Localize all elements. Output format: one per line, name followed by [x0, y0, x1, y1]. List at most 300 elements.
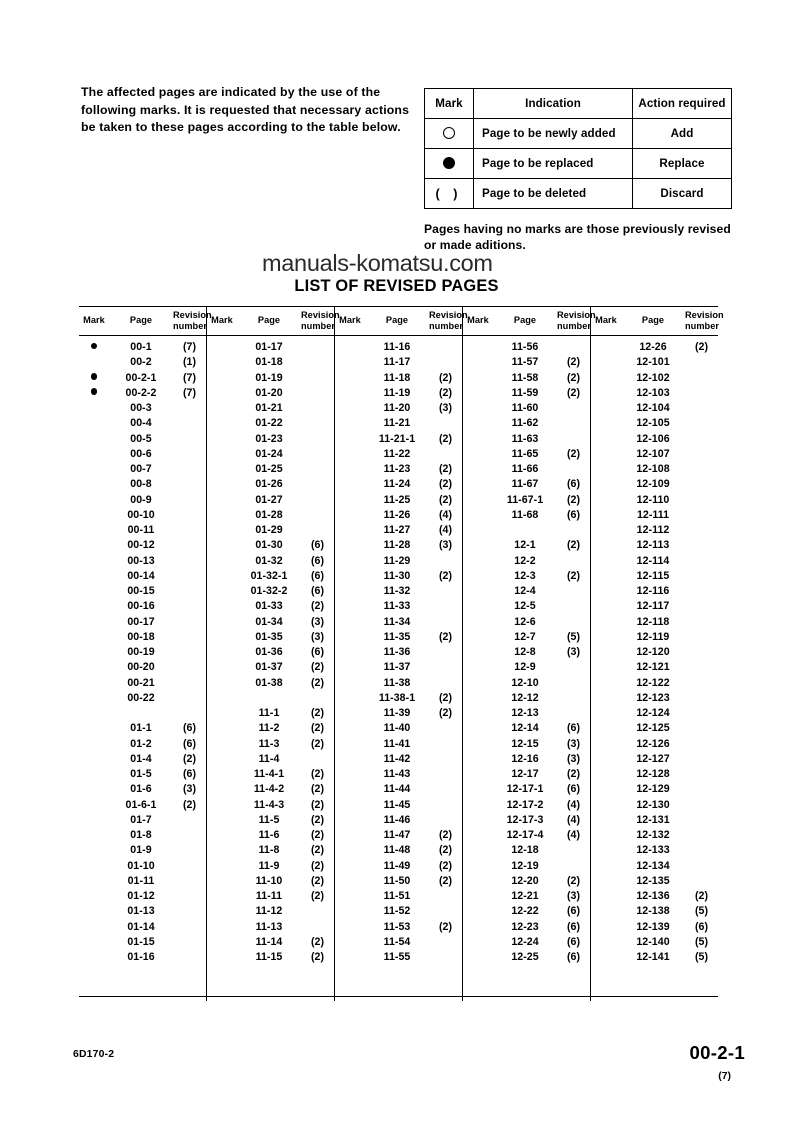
- cell-page-number: 11-51: [383, 890, 411, 902]
- cell-mark: [591, 904, 622, 919]
- cell-mark: [79, 660, 109, 675]
- cell-page-number: [365, 965, 429, 980]
- cell-page-number: 12-138: [636, 905, 670, 918]
- cell-mark: [463, 889, 494, 904]
- cell-revision-number: (2): [438, 874, 453, 887]
- cell-page-number: 11-8: [258, 844, 280, 857]
- cell-revision-number: (2): [566, 371, 581, 384]
- cell-page-number: 11-5: [258, 813, 280, 826]
- cell-revision-number: (2): [566, 874, 581, 887]
- cell-revision-number: (2): [310, 707, 325, 719]
- cell-revision-number: (2): [310, 859, 325, 872]
- cell-page-number: 12-13: [511, 707, 539, 719]
- cell-revision-number: [557, 462, 591, 477]
- cell-mark: [463, 371, 494, 386]
- cell-page-number: 11-4-1: [253, 768, 285, 780]
- cell-mark: [207, 950, 238, 965]
- cell-page-number: 12-131: [636, 813, 670, 826]
- cell-page-number: 11-59: [511, 386, 539, 399]
- cell-page-number: 12-117: [636, 600, 670, 613]
- cell-page-number: 01-24: [255, 447, 283, 460]
- cell-page-number: 12-9: [514, 661, 536, 674]
- cell-revision-number: [685, 447, 718, 462]
- cell-revision-number: (2): [438, 707, 453, 719]
- cell-mark: [463, 569, 494, 584]
- cell-page-number: 11-57: [511, 356, 539, 369]
- cell-mark: [79, 904, 109, 919]
- cell-page-number: 11-66: [511, 463, 539, 475]
- cell-revision-number: [685, 874, 718, 889]
- cell-mark: [591, 538, 622, 553]
- cell-mark: [463, 767, 494, 782]
- cell-mark: [207, 554, 238, 569]
- cell-revision-number: [557, 981, 591, 997]
- cell-revision-number: [429, 767, 463, 782]
- cell-revision-number: (2): [310, 768, 325, 780]
- table-row: [79, 950, 718, 965]
- table-row: [79, 691, 718, 706]
- cell-mark: [335, 416, 366, 431]
- cell-mark: [463, 691, 494, 706]
- cell-page-number: [493, 981, 557, 997]
- lrp-body: [79, 336, 718, 1001]
- cell-mark: [335, 676, 366, 691]
- cell-page-number: 01-15: [127, 935, 155, 948]
- cell-page-number: [109, 981, 173, 997]
- cell-revision-number: [557, 843, 591, 858]
- cell-revision-number: [301, 904, 335, 919]
- table-row: [79, 920, 718, 935]
- cell-revision-number: [557, 584, 591, 599]
- cell-mark: [335, 432, 366, 447]
- cell-page-number: [237, 981, 301, 997]
- cell-mark: [335, 462, 366, 477]
- cell-mark: [463, 355, 494, 370]
- cell-revision-number: [685, 813, 718, 828]
- cell-mark: [79, 493, 109, 508]
- rule-cell: [557, 996, 591, 1001]
- table-row: [79, 660, 718, 675]
- cell-page-number: 01-18: [255, 356, 283, 369]
- cell-revision-number: (2): [566, 493, 581, 506]
- list-of-revised-pages-table: [79, 306, 724, 1001]
- rule-cell: [591, 996, 622, 1001]
- cell-page-number: 11-42: [383, 752, 411, 765]
- cell-revision-number: [173, 599, 207, 614]
- lrp-header-revision-line2: number: [557, 320, 591, 331]
- cell-page-number: [237, 965, 301, 980]
- cell-page-number: 00-13: [127, 554, 155, 567]
- cell-page-number: 12-17-4: [506, 829, 544, 841]
- cell-page-number: 12-114: [636, 554, 670, 567]
- lrp-header-revision-line1: Revision: [301, 310, 340, 320]
- lrp-header-row: [79, 307, 718, 336]
- cell-revision-number: [685, 386, 718, 401]
- cell-mark: [463, 874, 494, 889]
- cell-page-number: [365, 981, 429, 997]
- cell-revision-number: [173, 889, 207, 904]
- cell-page-number: [109, 706, 173, 721]
- cell-revision-number: (2): [310, 661, 325, 674]
- cell-revision-number: [557, 615, 591, 630]
- cell-revision-number: [557, 432, 591, 447]
- table-row: [79, 981, 718, 997]
- cell-page-number: 12-18: [511, 844, 539, 857]
- cell-mark: [335, 523, 366, 538]
- cell-page-number: 12-4: [514, 585, 536, 597]
- cell-mark: [463, 477, 494, 492]
- cell-revision-number: (2): [310, 600, 325, 613]
- cell-page-number: 11-52: [383, 905, 411, 918]
- cell-mark: [79, 645, 109, 660]
- cell-mark: [207, 386, 238, 401]
- cell-page-number: 11-37: [383, 661, 411, 674]
- cell-mark: [463, 523, 494, 538]
- cell-mark: [335, 630, 366, 645]
- cell-page-number: 00-12: [127, 539, 155, 552]
- cell-page-number: 12-135: [636, 874, 670, 887]
- filled-circle-icon: [91, 388, 98, 395]
- cell-revision-number: [429, 416, 463, 431]
- cell-mark: [207, 523, 238, 538]
- cell-mark: [335, 859, 366, 874]
- cell-page-number: 12-140: [636, 935, 670, 948]
- cell-mark: [207, 737, 238, 752]
- cell-mark: [207, 538, 238, 553]
- cell-revision-number: [429, 615, 463, 630]
- rule-cell: [173, 996, 207, 1001]
- cell-page-number: 12-7: [514, 630, 536, 643]
- cell-page-number: 01-17: [255, 341, 283, 353]
- cell-mark: [463, 401, 494, 416]
- cell-page-number: 12-128: [636, 768, 670, 780]
- cell-mark: [335, 950, 366, 965]
- cell-revision-number: [557, 676, 591, 691]
- cell-mark: [335, 813, 366, 828]
- cell-mark: [79, 706, 109, 721]
- lrp-header-revision-line2: number: [429, 320, 463, 331]
- legend-header-indication: Indication: [474, 89, 633, 119]
- cell-page-number: 11-41: [383, 737, 411, 750]
- cell-mark: [463, 981, 494, 997]
- cell-page-number: 12-111: [636, 508, 670, 521]
- site-watermark: manuals-komatsu.com: [262, 250, 493, 276]
- cell-revision-number: (2): [694, 890, 709, 902]
- cell-revision-number: [685, 859, 718, 874]
- cell-mark: [335, 798, 366, 813]
- cell-page-number: 12-115: [636, 569, 670, 582]
- cell-revision-number: [685, 508, 718, 523]
- cell-mark: [463, 645, 494, 660]
- cell-page-number: 12-102: [636, 371, 670, 384]
- cell-mark: [207, 706, 238, 721]
- cell-page-number: 12-10: [511, 676, 539, 689]
- cell-page-number: 01-7: [130, 813, 152, 826]
- cell-revision-number: [173, 615, 207, 630]
- table-row: [79, 462, 718, 477]
- table-row: [79, 336, 718, 356]
- cell-revision-number: [429, 798, 463, 813]
- cell-page-number: 00-14: [127, 569, 155, 582]
- cell-page-number: 11-50: [383, 874, 411, 887]
- cell-revision-number: (7): [182, 371, 197, 384]
- cell-revision-number: [685, 981, 718, 997]
- cell-page-number: 01-10: [127, 859, 155, 872]
- cell-revision-number: [173, 432, 207, 447]
- legend-header-row: [425, 89, 732, 119]
- cell-page-number: 12-139: [636, 920, 670, 933]
- cell-revision-number: [173, 401, 207, 416]
- cell-revision-number: [173, 706, 207, 721]
- legend-mark-cell: [425, 119, 474, 149]
- cell-mark: [463, 462, 494, 477]
- cell-mark: [207, 981, 238, 997]
- cell-page-number: 00-20: [127, 661, 155, 674]
- lrp-header-revision-line1: Revision: [685, 310, 724, 320]
- cell-mark: [335, 981, 366, 997]
- cell-mark: [207, 355, 238, 370]
- cell-page-number: 01-22: [255, 417, 283, 430]
- cell-mark: [79, 336, 109, 356]
- cell-revision-number: (3): [310, 615, 325, 628]
- cell-mark: [207, 493, 238, 508]
- cell-page-number: 12-17-3: [506, 813, 544, 826]
- cell-revision-number: [685, 599, 718, 614]
- cell-revision-number: [301, 752, 335, 767]
- cell-page-number: 11-19: [383, 386, 411, 399]
- cell-revision-number: (3): [438, 402, 453, 414]
- legend-header-mark: Mark: [425, 89, 474, 119]
- cell-revision-number: (6): [566, 920, 581, 933]
- cell-mark: [335, 645, 366, 660]
- cell-revision-number: [557, 401, 591, 416]
- cell-revision-number: (6): [566, 508, 581, 521]
- cell-mark: [335, 920, 366, 935]
- cell-revision-number: (6): [182, 768, 197, 780]
- cell-page-number: 11-43: [383, 768, 411, 780]
- cell-mark: [463, 828, 494, 843]
- lrp-header-revision: [301, 307, 340, 336]
- cell-page-number: 12-141: [636, 951, 670, 963]
- cell-mark: [207, 508, 238, 523]
- cell-mark: [335, 584, 366, 599]
- cell-mark: [591, 706, 622, 721]
- lrp-header-mark: Mark: [79, 307, 109, 336]
- open-circle-icon: [443, 127, 455, 139]
- cell-page-number: 12-8: [514, 646, 536, 658]
- cell-page-number: 12-113: [636, 539, 670, 552]
- cell-page-number: 12-136: [636, 890, 670, 902]
- cell-mark: [335, 386, 366, 401]
- cell-mark: [79, 477, 109, 492]
- cell-revision-number: [173, 920, 207, 935]
- cell-mark: [207, 904, 238, 919]
- cell-page-number: 11-36: [383, 646, 411, 658]
- cell-mark: [207, 645, 238, 660]
- lrp-header-revision: [685, 307, 724, 336]
- cell-mark: [207, 813, 238, 828]
- cell-page-number: 00-11: [127, 524, 155, 536]
- intro-paragraph: The affected pages are indicated by the use of the following marks. It is requested that necessary actions be taken to these pages according to the table below.: [81, 85, 410, 135]
- cell-mark: [591, 386, 622, 401]
- cell-mark: [591, 843, 622, 858]
- cell-revision-number: [685, 554, 718, 569]
- cell-page-number: 01-32-2: [250, 585, 288, 597]
- cell-revision-number: (5): [566, 630, 581, 643]
- cell-mark: [79, 782, 109, 797]
- cell-revision-number: [429, 981, 463, 997]
- table-row: [79, 538, 718, 553]
- cell-mark: [207, 920, 238, 935]
- lrp-header-page: Page: [109, 307, 173, 336]
- cell-mark: [591, 782, 622, 797]
- cell-revision-number: [685, 721, 718, 736]
- cell-page-number: 12-101: [636, 356, 670, 369]
- cell-revision-number: (2): [438, 386, 453, 399]
- cell-page-number: 11-21: [383, 417, 411, 430]
- cell-mark: [335, 706, 366, 721]
- cell-mark: [463, 538, 494, 553]
- cell-revision-number: [173, 416, 207, 431]
- cell-mark: [463, 950, 494, 965]
- cell-page-number: 12-17: [511, 768, 539, 780]
- cell-mark: [207, 691, 238, 706]
- cell-revision-number: (5): [694, 905, 709, 918]
- cell-page-number: 11-13: [255, 920, 283, 933]
- cell-mark: [463, 447, 494, 462]
- cell-mark: [207, 462, 238, 477]
- cell-page-number: 01-6: [130, 783, 152, 796]
- table-row: [79, 645, 718, 660]
- cell-revision-number: (5): [694, 951, 709, 963]
- table-row: [79, 828, 718, 843]
- cell-revision-number: [429, 889, 463, 904]
- cell-page-number: 01-20: [255, 386, 283, 399]
- cell-page-number: 00-2-2: [125, 386, 157, 399]
- cell-page-number: 12-25: [511, 951, 539, 963]
- cell-revision-number: [173, 508, 207, 523]
- rule-cell: [335, 996, 366, 1001]
- cell-mark: [335, 554, 366, 569]
- cell-page-number: 01-25: [255, 463, 283, 475]
- cell-revision-number: (4): [438, 524, 453, 536]
- cell-mark: [79, 798, 109, 813]
- table-row: [79, 554, 718, 569]
- cell-page-number: 11-45: [383, 798, 411, 811]
- cell-mark: [79, 599, 109, 614]
- cell-page-number: 12-107: [636, 447, 670, 460]
- cell-page-number: 12-122: [636, 676, 670, 689]
- cell-page-number: 00-21: [127, 676, 155, 689]
- cell-revision-number: [429, 660, 463, 675]
- cell-page-number: 12-23: [511, 920, 539, 933]
- cell-mark: [207, 767, 238, 782]
- cell-page-number: 12-17-2: [506, 798, 544, 811]
- table-row: [79, 386, 718, 401]
- cell-mark: [463, 721, 494, 736]
- cell-mark: [79, 401, 109, 416]
- cell-page-number: 11-23: [383, 463, 411, 475]
- cell-revision-number: (2): [438, 844, 453, 857]
- cell-mark: [591, 798, 622, 813]
- cell-page-number: 01-36: [255, 646, 283, 658]
- lrp-header-mark: Mark: [335, 307, 366, 336]
- cell-mark: [463, 813, 494, 828]
- cell-page-number: 12-118: [636, 615, 670, 628]
- lrp-header-page: Page: [365, 307, 429, 336]
- cell-revision-number: (3): [310, 630, 325, 643]
- cell-page-number: 11-68: [511, 508, 539, 521]
- cell-revision-number: [301, 493, 335, 508]
- cell-revision-number: [173, 569, 207, 584]
- rule-cell: [685, 996, 718, 1001]
- cell-page-number: 00-7: [130, 463, 152, 475]
- cell-revision-number: (2): [310, 813, 325, 826]
- cell-mark: [79, 935, 109, 950]
- cell-page-number: 11-4: [258, 752, 280, 765]
- table-row: [79, 874, 718, 889]
- cell-page-number: 12-1: [514, 539, 536, 552]
- cell-mark: [463, 630, 494, 645]
- cell-mark: [591, 920, 622, 935]
- cell-mark: [79, 447, 109, 462]
- cell-mark: [207, 874, 238, 889]
- cell-page-number: 11-14: [255, 935, 283, 948]
- cell-mark: [207, 843, 238, 858]
- cell-mark: [79, 569, 109, 584]
- cell-mark: [591, 981, 622, 997]
- cell-mark: [463, 782, 494, 797]
- cell-revision-number: [173, 523, 207, 538]
- footer-model-code: 6D170-2: [73, 1049, 115, 1060]
- cell-mark: [463, 336, 494, 356]
- table-row: [79, 630, 718, 645]
- cell-mark: [463, 859, 494, 874]
- cell-revision-number: (3): [566, 646, 581, 658]
- cell-revision-number: [685, 615, 718, 630]
- cell-revision-number: [685, 767, 718, 782]
- cell-mark: [79, 920, 109, 935]
- cell-mark: [591, 599, 622, 614]
- cell-page-number: 12-12: [511, 691, 539, 704]
- cell-revision-number: [685, 843, 718, 858]
- cell-revision-number: [301, 447, 335, 462]
- cell-mark: [591, 416, 622, 431]
- table-row: [79, 843, 718, 858]
- cell-page-number: 11-25: [383, 493, 411, 506]
- cell-mark: [335, 752, 366, 767]
- cell-mark: [79, 889, 109, 904]
- cell-mark: [79, 630, 109, 645]
- cell-revision-number: [301, 386, 335, 401]
- cell-page-number: 12-19: [511, 859, 539, 872]
- table-row: [79, 737, 718, 752]
- cell-revision-number: [429, 355, 463, 370]
- cell-mark: [591, 371, 622, 386]
- cell-revision-number: [173, 477, 207, 492]
- cell-revision-number: [685, 401, 718, 416]
- cell-revision-number: [429, 813, 463, 828]
- cell-revision-number: (2): [438, 432, 453, 445]
- cell-page-number: 00-4: [130, 417, 152, 430]
- cell-revision-number: [685, 782, 718, 797]
- cell-revision-number: (6): [566, 935, 581, 948]
- cell-revision-number: (2): [310, 890, 325, 902]
- cell-mark: [591, 859, 622, 874]
- cell-page-number: 11-18: [383, 371, 411, 384]
- cell-revision-number: (6): [566, 783, 581, 796]
- cell-revision-number: [685, 355, 718, 370]
